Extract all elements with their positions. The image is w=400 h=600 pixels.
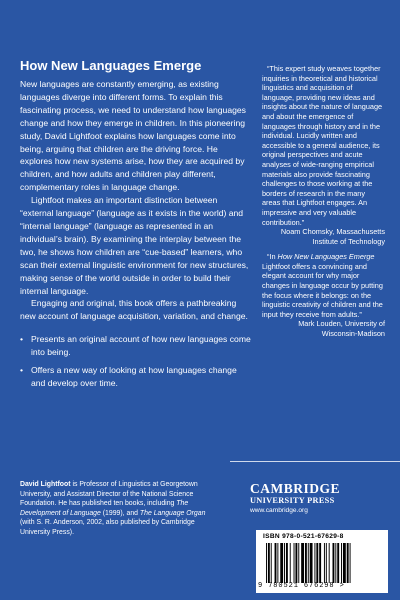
endorsement-attribution: Mark Louden, University of Wisconsin-Madison	[298, 319, 385, 339]
endorsement-quote: “In How New Languages Emerge Lightfoot offers a convincing and elegant account for why major changes in language occur by putting the focus where it belongs: on the linguistic creativity of children and the input they receive from adults.”	[262, 252, 383, 319]
barcode-bar	[337, 543, 339, 583]
barcode-bar	[347, 543, 349, 583]
barcode	[256, 530, 388, 593]
barcode-bar	[350, 543, 351, 583]
feature-item	[20, 364, 252, 390]
barcode-bar	[319, 543, 321, 583]
publisher-logo	[250, 482, 392, 515]
barcode-bar	[308, 543, 309, 583]
author-bio-text: (1999), and	[100, 509, 140, 517]
barcode-bar	[284, 543, 285, 583]
author-book-title: The Language Organ	[139, 509, 206, 517]
author-book-title: The Development of Language	[20, 500, 189, 517]
feature-item	[20, 333, 252, 359]
publisher-name: CAMBRIDGE	[250, 481, 341, 496]
barcode-bar	[343, 543, 346, 583]
endorsement-quote: “This expert study weaves together inquiries in theoretical and historical linguistics and acquisition of language, providing new ideas and insights about the nature of language and about the emergence of languages through history and in the individual. Lucidly written and accessible to a general audience, its original perspectives and acute analyses of wide-ranging empirical materials also provide fascinating challenges to those working at the borders of research in the many areas that Lightfoot engages. An impressive and very valuable contribution.”	[262, 64, 383, 227]
author-bio-text: is Professor of Linguistics at Georgetown University, and Assistant Director of the National Science Foundation. He has published ten books, including	[20, 481, 198, 507]
barcode-bar	[326, 543, 327, 583]
bullet-icon: •	[20, 334, 24, 345]
quoted-book-title: How New Languages Emerge	[277, 252, 375, 262]
description-column	[20, 58, 252, 395]
barcode-bar	[271, 543, 272, 583]
barcode-bar	[316, 543, 318, 583]
feature-list	[20, 333, 252, 390]
barcode-bar	[341, 543, 342, 583]
barcode-bars	[260, 543, 384, 583]
divider	[230, 461, 400, 462]
barcode-bar	[277, 543, 278, 583]
publisher-url: www.cambridge.org	[250, 507, 308, 514]
barcode-bar	[329, 543, 330, 583]
barcode-bar	[333, 543, 335, 583]
barcode-bar	[305, 543, 307, 583]
barcode-bar	[280, 543, 283, 583]
publisher-subname: UNIVERSITY PRESS	[250, 496, 335, 505]
barcode-bar	[314, 543, 315, 583]
endorsement-attribution: Noam Chomsky, Massachusetts Institute of Technology	[280, 227, 385, 246]
barcode-bar	[266, 543, 267, 583]
barcode-bar	[268, 543, 270, 583]
isbn-label: ISBN 978-0-521-67629-8	[263, 533, 344, 540]
barcode-bar	[324, 543, 325, 583]
barcode-bar	[335, 543, 336, 583]
barcode-bar	[301, 543, 304, 583]
author-bio-text: (with S. R. Anderson, 2002, also published by Cambridge University Press).	[20, 519, 195, 536]
description-paragraph: Lightfoot makes an important distinction between “external language” (language as it exists in the world) and “internal language” (language as represented in an individual’s brain). By examining the interplay between the two, he shows how children are “cue-based” learners, who scan their external linguistic environment for new structures, making sense of the world outside in order to build their internal language.	[20, 195, 249, 296]
description-paragraph: New languages are constantly emerging, as existing languages diverge into different forms. To explain this fascinating process, we need to understand how languages change and how they emerge in children. In this pioneering study, David Lightfoot explains how languages come into being, arguing that children are the driving force. He explores how new systems arise, how they are acquired by children, and how adults and children play different, complementary roles in language change.	[20, 79, 246, 193]
author-bio	[20, 480, 212, 537]
feature-text: Offers a new way of looking at how languages change and develop over time.	[31, 365, 237, 388]
bullet-icon: •	[20, 365, 24, 376]
barcode-bar	[275, 543, 277, 583]
barcode-digits: 9 780521 676298 >	[258, 582, 345, 590]
feature-text: Presents an original account of how new languages come into being.	[31, 334, 251, 358]
barcode-bar	[294, 543, 295, 583]
barcode-bar	[286, 543, 288, 583]
endorsements-column	[262, 64, 385, 339]
barcode-bar	[295, 543, 297, 583]
author-name: David Lightfoot	[20, 481, 71, 488]
barcode-bar	[310, 543, 313, 583]
description-paragraph: Engaging and original, this book offers a pathbreaking new account of language acquisition, variation, and change.	[20, 298, 248, 322]
barcode-bar	[298, 543, 299, 583]
book-title: How New Languages Emerge	[20, 58, 202, 73]
barcode-bar	[290, 543, 291, 583]
